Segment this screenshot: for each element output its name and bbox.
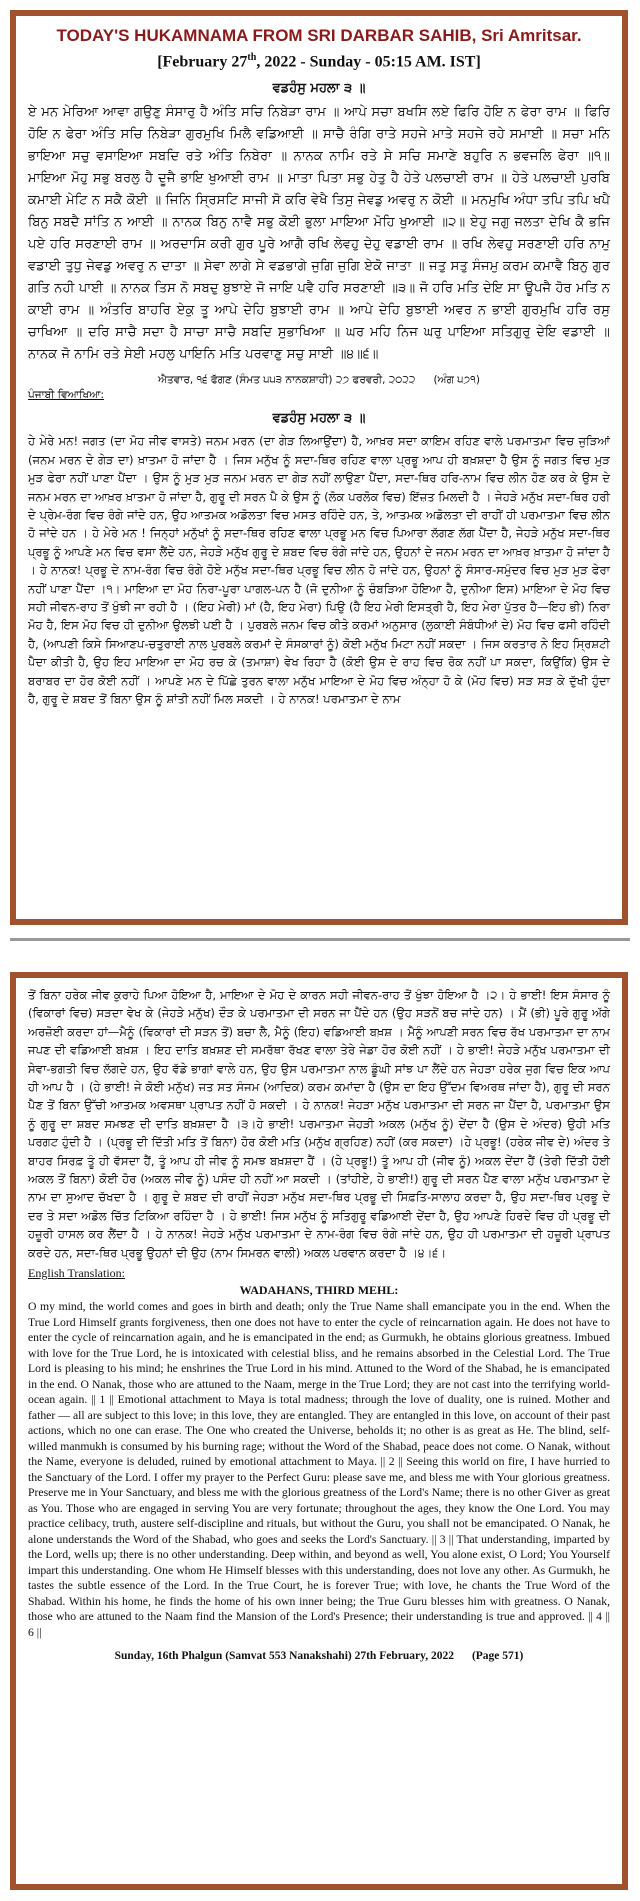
panel-separator xyxy=(10,938,630,941)
punjabi-date-line xyxy=(28,374,610,387)
footer-date: Sunday, 16th Phalgun (Samvat 553 Nanakshahi) 27th February, 2022 xyxy=(114,1650,454,1663)
shabad-text: ਏ ਮਨ ਮੇਰਿਆ ਆਵਾ ਗਉਣੁ ਸੰਸਾਰੁ ਹੈ ਅੰਤਿ ਸਚਿ ਨਿਬੇੜਾ ਰਾਮ ॥ ਆਪੇ ਸਚਾ ਬਖਸਿ ਲਏ ਫਿਰਿ ਹੋਇ ਨ ਫੇਰਾ ਰਾਮ ॥ ਫਿਰਿ ਹੋਇ ਨ ਫੇਰਾ ਅੰਤਿ ਸਚਿ ਨਿਬੇੜਾ ਗੁਰਮੁਖਿ ਮਿਲੈ ਵਡਿਆਈ ॥ ਸਾਚੈ ਰੰਗਿ ਰਾਤੇ ਸਹਜੇ ਮਾਤੇ ਸਹਜੇ ਰਹੇ ਸਮਾਈ ॥ ਸਚਾ ਮਨਿ ਭਾਇਆ ਸਚੁ ਵਸਾਇਆ ਸਬਦਿ ਰਤੇ ਅੰਤਿ ਨਿਬੇਰਾ ॥ ਨਾਨਕ ਨਾਮਿ ਰਤੇ ਸੇ ਸਚਿ ਸਮਾਣੇ ਬਹੁਰਿ ਨ ਭਵਜਲਿ ਫੇਰਾ ॥੧॥ ਮਾਇਆ ਮੋਹੁ ਸਭੁ ਬਰਲੁ ਹੈ ਦੂਜੈ ਭਾਇ ਖੁਆਈ ਰਾਮ ॥ ਮਾਤਾ ਪਿਤਾ ਸਭੁ ਹੇਤੁ ਹੈ ਹੇਤੇ ਪਲਚਾਈ ਰਾਮ ॥ ਹੇਤੇ ਪਲਚਾਈ ਪੁਰਬਿ ਕਮਾਈ ਮੇਟਿ ਨ ਸਕੈ ਕੋਈ ॥ ਜਿਨਿ ਸ੍ਰਿਸਟਿ ਸਾਜੀ ਸੋ ਕਰਿ ਵੇਖੈ ਤਿਸੁ ਜੇਵਡੁ ਅਵਰੁ ਨ ਕੋਈ ॥ ਮਨਮੁਖਿ ਅੰਧਾ ਤਪਿ ਤਪਿ ਖਪੈ ਬਿਨੁ ਸਬਦੈ ਸਾਂਤਿ ਨ ਆਈ ॥ ਨਾਨਕ ਬਿਨੁ ਨਾਵੈ ਸਭੁ ਕੋਈ ਭੁਲਾ ਮਾਇਆ ਮੋਹਿ ਖੁਆਈ ॥੨॥ ਏਹੁ ਜਗੁ ਜਲਤਾ ਦੇਖਿ ਕੈ ਭਜਿ ਪਏ ਹਰਿ ਸਰਣਾਈ ਰਾਮ ॥ ਅਰਦਾਸਿ ਕਰੀ ਗੁਰ ਪੂਰੇ ਆਗੈ ਰਖਿ ਲੇਵਹੁ ਦੇਹੁ ਵਡਾਈ ਰਾਮ ॥ ਰਖਿ ਲੇਵਹੁ ਸਰਣਾਈ ਹਰਿ ਨਾਮੁ ਵਡਾਈ ਤੁਧੁ ਜੇਵਡੁ ਅਵਰੁ ਨ ਦਾਤਾ ॥ ਸੇਵਾ ਲਾਗੇ ਸੇ ਵਡਭਾਗੇ ਜੁਗਿ ਜੁਗਿ ਏਕੋ ਜਾਤਾ ॥ ਜਤੁ ਸਤੁ ਸੰਜਮੁ ਕਰਮ ਕਮਾਵੈ ਬਿਨੁ ਗੁਰ ਗਤਿ ਨਹੀ ਪਾਈ ॥ ਨਾਨਕ ਤਿਸ ਨੋ ਸਬਦੁ ਬੁਝਾਏ ਜੋ ਜਾਇ ਪਵੈ ਹਰਿ ਸਰਣਾਈ ॥੩॥ ਜੋ ਹਰਿ ਮਤਿ ਦੇਇ ਸਾ ਊਪਜੈ ਹੋਰ ਮਤਿ ਨ ਕਾਈ ਰਾਮ ॥ ਅੰਤਰਿ ਬਾਹਰਿ ਏਕੁ ਤੂ ਆਪੇ ਦੇਹਿ ਬੁਝਾਈ ਰਾਮ ॥ ਆਪੇ ਦੇਹਿ ਬੁਝਾਈ ਅਵਰ ਨ ਭਾਈ ਗੁਰਮੁਖਿ ਹਰਿ ਰਸੁ ਚਾਖਿਆ ॥ ਦਰਿ ਸਾਚੈ ਸਦਾ ਹੈ ਸਾਚਾ ਸਾਚੈ ਸਬਦਿ ਸੁਭਾਖਿਆ ॥ ਘਰ ਮਹਿ ਨਿਜ ਘਰੁ ਪਾਇਆ ਸਤਿਗੁਰੁ ਦੇਇ ਵਡਾਈ ॥ ਨਾਨਕ ਜੋ ਨਾਮਿ ਰਤੇ ਸੇਈ ਮਹਲੁ ਪਾਇਨਿ ਮਤਿ ਪਰਵਾਣੁ ਸਚੁ ਸਾਈ ॥੪॥੬॥ xyxy=(28,105,610,363)
shabad-heading: ਵਡਹੰਸੁ ਮਹਲਾ ੩ ॥ xyxy=(272,81,366,97)
date-suffix-sup: th xyxy=(247,52,257,63)
punjabi-page-ref: (ਅੰਗ ੫੭੧) xyxy=(433,374,480,387)
punjabi-section-label: ਪੰਜਾਬੀ ਵਿਆਖਿਆ: xyxy=(28,389,105,402)
english-translation: O my mind, the world comes and goes in birth and death; only the True Name shall emancipate you in the end. When the True Lord Himself grants forgiveness, then one does not have to enter the cycle of reincarnation again. He does not have to enter the cycle of reincarnation again, and he is emancipated in the end; as Gurmukh, he obtains glorious greatness. Imbued with love for the True Lord, he is intoxicated with celestial bliss, and he remains absorbed in the Celestial Lord. The True Lord is pleasing to his mind; he enshrines the True Lord in his mind. Attuned to the Word of the Shabad, he is emancipated in the end. O Nanak, those who are attuned to the Naam, merge in the True Lord; they are not cast into the terrifying world-ocean again. || 1 || Emotional attachment to Maya is total madness; through the love of duality, one is ruined. Mother and father — all are subject to this love; in this love, they are entangled. They are entangled in this love, on account of their past actions, which no one can erase. The One who created the Universe, beholds it; no other is as great as He. The blind, self-willed manmukh is consumed by his burning rage; without the Word of the Shabad, peace does not come. O Nanak, without the Name, everyone is deluded, ruined by emotional attachment to Maya. || 2 || Seeing this world on fire, I have hurried to the Sanctuary of the Lord. I offer my prayer to the Perfect Guru: please save me, and bless me with Your glorious greatness. Preserve me in Your Sanctuary, and bless me with the glorious greatness of the Lord's Name; there is no other Giver as great as You. Those who are engaged in serving You are very fortunate; throughout the ages, they know the One Lord. You may practice celibacy, truth, austere self-discipline and rituals, but without the Guru, you shall not be emancipated. O Nanak, he alone understands the Word of the Shabad, who goes and seeks the Lord's Sanctuary. || 3 || That understanding, imparted by the Lord, wells up; there is no other understanding. Deep within, and beyond as well, You alone exist, O Lord; You Yourself impart this understanding. One whom He Himself blesses with this understanding, does not love any other. As Gurmukh, he tastes the subtle essence of the Lord. In the True Court, he is forever True; with love, he chants the True Word of the Shabad. Within his home, he finds the home of his own inner being; the True Guru blesses him with greatness. O Nanak, those who are attuned to the Naam find the Mansion of the Lord's Presence; their understanding is true and approved. || 4 || 6 || xyxy=(28,1300,610,1639)
page-title: TODAY'S HUKAMNAMA FROM SRI DARBAR SAHIB, Sri Amritsar. xyxy=(56,26,582,45)
punjabi-explanation-part1: ਹੇ ਮੇਰੇ ਮਨ! ਜਗਤ (ਦਾ ਮੋਹ ਜੀਵ ਵਾਸਤੇ) ਜਨਮ ਮਰਨ (ਦਾ ਗੇੜ ਲਿਆਉਂਦਾ) ਹੈ, ਆਖ਼ਰ ਸਦਾ ਕਾਇਮ ਰਹਿਣ ਵਾਲੇ ਪਰਮਾਤਮਾ ਵਿਚ ਜੁੜਿਆਂ (ਜਨਮ ਮਰਨ ਦੇ ਗੇੜ ਦਾ) ਖ਼ਾਤਮਾ ਹੋ ਜਾਂਦਾ ਹੈ । ਜਿਸ ਮਨੁੱਖ ਨੂੰ ਸਦਾ-ਥਿਰ ਰਹਿਣ ਵਾਲਾ ਪ੍ਰਭੂ ਆਪ ਹੀ ਬਖ਼ਸ਼ਦਾ ਹੈ ਉਸ ਨੂੰ ਜਗਤ ਵਿਚ ਮੁੜ ਮੁੜ ਫੇਰਾ ਨਹੀਂ ਪਾਣਾ ਪੈਂਦਾ । ਉਸ ਨੂੰ ਮੁੜ ਮੁੜ ਜਨਮ ਮਰਨ ਦਾ ਗੇੜ ਨਹੀਂ ਲਾਉਣਾ ਪੈਂਦਾ, ਸਦਾ-ਥਿਰ ਹਰਿ-ਨਾਮ ਵਿਚ ਲੀਨ ਹੋਣ ਕਰ ਕੇ ਉਸ ਦੇ ਜਨਮ ਮਰਨ ਦਾ ਆਖ਼ਰ ਖ਼ਾਤਮਾ ਹੋ ਜਾਂਦਾ ਹੈ, ਗੁਰੂ ਦੀ ਸਰਨ ਪੈ ਕੇ ਉਸ ਨੂੰ (ਲੋਕ ਪਰਲੋਕ ਵਿਚ) ਇੱਜ਼ਤ ਮਿਲਦੀ ਹੈ । ਜੇਹੜੇ ਮਨੁੱਖ ਸਦਾ-ਥਿਰ ਹਰੀ ਦੇ ਪ੍ਰੇਮ-ਰੰਗ ਵਿਚ ਰੰਗੇ ਜਾਂਦੇ ਹਨ, ਉਹ ਆਤਮਕ ਅਡੋਲਤਾ ਵਿਚ ਮਸਤ ਰਹਿੰਦੇ ਹਨ, ਤੇ, ਆਤਮਕ ਅਡੋਲਤਾ ਦੀ ਰਾਹੀਂ ਹੀ ਪਰਮਾਤਮਾ ਵਿਚ ਲੀਨ ਹੋ ਜਾਂਦੇ ਹਨ । ਹੇ ਮੇਰੇ ਮਨ ! ਜਿਨ੍ਹਾਂ ਮਨੁੱਖਾਂ ਨੂੰ ਸਦਾ-ਥਿਰ ਰਹਿਣ ਵਾਲਾ ਪ੍ਰਭੂ ਮਨ ਵਿਚ ਪਿਆਰਾ ਲੱਗਣ ਲੱਗ ਪੈਂਦਾ ਹੈ, ਜੇਹੜੇ ਮਨੁੱਖ ਸਦਾ-ਥਿਰ ਪ੍ਰਭੂ ਨੂੰ ਆਪਣੇ ਮਨ ਵਿਚ ਵਸਾ ਲੈਂਦੇ ਹਨ, ਜੇਹੜੇ ਮਨੁੱਖ ਗੁਰੂ ਦੇ ਸ਼ਬਦ ਵਿਚ ਰੰਗੇ ਜਾਂਦੇ ਹਨ, ਉਹਨਾਂ ਦੇ ਜਨਮ ਮਰਨ ਦਾ ਆਖ਼ਰ ਖ਼ਾਤਮਾ ਹੋ ਜਾਂਦਾ ਹੈ । ਹੇ ਨਾਨਕ! ਪ੍ਰਭੂ ਦੇ ਨਾਮ-ਰੰਗ ਵਿਚ ਰੰਗੇ ਹੋਏ ਮਨੁੱਖ ਸਦਾ-ਥਿਰ ਪ੍ਰਭੂ ਵਿਚ ਲੀਨ ਹੋ ਜਾਂਦੇ ਹਨ, ਉਹਨਾਂ ਨੂੰ ਸੰਸਾਰ-ਸਮੁੰਦਰ ਵਿਚ ਮੁੜ ਮੁੜ ਫੇਰਾ ਨਹੀਂ ਪਾਣਾ ਪੈਂਦਾ ।੧। ਮਾਇਆ ਦਾ ਮੋਹ ਨਿਰਾ-ਪੂਰਾ ਪਾਗਲ-ਪਨ ਹੈ (ਜੋ ਦੁਨੀਆ ਨੂੰ ਚੰਬੜਿਆ ਹੋਇਆ ਹੈ, ਦੁਨੀਆ ਇਸ) ਮਾਇਆ ਦੇ ਮੋਹ ਵਿਚ ਸਹੀ ਜੀਵਨ-ਰਾਹ ਤੋਂ ਖੁੰਝੀ ਜਾ ਰਹੀ ਹੈ । (ਇਹ ਮੇਰੀ) ਮਾਂ (ਹੈ, ਇਹ ਮੇਰਾ) ਪਿਉ (ਹੈ ਇਹ ਮੇਰੀ ਇਸਤ੍ਰੀ ਹੈ, ਇਹ ਮੇਰਾ ਪੁੱਤਰ ਹੈ—ਇਹ ਭੀ) ਨਿਰਾ ਮੋਹ ਹੈ, ਇਸ ਮੋਹ ਵਿਚ ਹੀ ਦੁਨੀਆ ਉਲਝੀ ਪਈ ਹੈ । ਪੁਰਬਲੇ ਜਨਮ ਵਿਚ ਕੀਤੇ ਕਰਮਾਂ ਅਨੁਸਾਰ (ਲੁਕਾਈ ਸੰਬੰਧੀਆਂ ਦੇ) ਮੋਹ ਵਿਚ ਫਸੀ ਰਹਿੰਦੀ ਹੈ, (ਆਪਣੀ ਕਿਸੇ ਸਿਆਣਪ-ਚਤੁਰਾਈ ਨਾਲ ਪੁਰਬਲੇ ਕਰਮਾਂ ਦੇ ਸੰਸਕਾਰਾਂ ਨੂੰ) ਕੋਈ ਮਨੁੱਖ ਮਿਟਾ ਨਹੀਂ ਸਕਦਾ । ਜਿਸ ਕਰਤਾਰ ਨੇ ਇਹ ਸ੍ਰਿਸ਼ਟੀ ਪੈਦਾ ਕੀਤੀ ਹੈ, ਉਹ ਇਹ ਮਾਇਆ ਦਾ ਮੋਹ ਰਚ ਕੇ (ਤਮਾਸ਼ਾ) ਵੇਖ ਰਿਹਾ ਹੈ (ਕੋਈ ਉਸ ਦੇ ਰਾਹ ਵਿਚ ਰੋਕ ਨਹੀਂ ਪਾ ਸਕਦਾ, ਕਿਉਂਕਿ) ਉਸ ਦੇ ਬਰਾਬਰ ਦਾ ਹੋਰ ਕੋਈ ਨਹੀਂ । ਆਪਣੇ ਮਨ ਦੇ ਪਿੱਛੇ ਤੁਰਨ ਵਾਲਾ ਮਨੁੱਖ ਮਾਇਆ ਦੇ ਮੋਹ ਵਿਚ ਅੰਨ੍ਹਾ ਹੋ ਕੇ (ਮੋਹ ਵਿਚ) ਸੜ ਸੜ ਕੇ ਦੁੱਖੀ ਹੁੰਦਾ ਹੈ, ਗੁਰੂ ਦੇ ਸ਼ਬਦ ਤੋਂ ਬਿਨਾ ਉਸ ਨੂੰ ਸ਼ਾਂਤੀ ਨਹੀਂ ਮਿਲ ਸਕਦੀ । ਹੇ ਨਾਨਕ! ਪਰਮਾਤਮਾ ਦੇ ਨਾਮ xyxy=(28,434,610,707)
english-section-label: English Translation: xyxy=(28,1266,126,1281)
date-header xyxy=(28,48,610,72)
date-prefix: [February 27 xyxy=(157,53,248,71)
footer-page-ref: (Page 571) xyxy=(471,1650,524,1663)
punjabi-date: ਐਤਵਾਰ, ੧੬ ਫੱਗਣ (ਸੰਮਤ ੫੫੩ ਨਾਨਕਸ਼ਾਹੀ) ੨੭ ਫਰਵਰੀ, ੨੦੨੨ xyxy=(158,374,416,387)
hukamnama-panel-bottom xyxy=(10,972,628,1890)
english-heading: WADAHANS, THIRD MEHL: xyxy=(239,1283,399,1298)
date-suffix: , 2022 - Sunday - 05:15 AM. IST] xyxy=(256,53,481,71)
punjabi-heading: ਵਡਹੰਸੁ ਮਹਲਾ ੩ ॥ xyxy=(272,411,366,427)
punjabi-explanation-part2: ਤੋਂ ਬਿਨਾ ਹਰੇਕ ਜੀਵ ਕੁਰਾਹੇ ਪਿਆ ਹੋਇਆ ਹੈ, ਮਾਇਆ ਦੇ ਮੋਹ ਦੇ ਕਾਰਨ ਸਹੀ ਜੀਵਨ-ਰਾਹ ਤੋਂ ਖੁੰਝਾ ਹੋਇਆ ਹੈ ।੨। ਹੇ ਭਾਈ! ਇਸ ਸੰਸਾਰ ਨੂੰ (ਵਿਕਾਰਾਂ ਵਿਚ) ਸੜਦਾ ਵੇਖ ਕੇ (ਜੇਹੜੇ ਮਨੁੱਖ) ਦੌੜ ਕੇ ਪਰਮਾਤਮਾ ਦੀ ਸਰਨ ਜਾ ਪੈਂਦੇ ਹਨ (ਉਹ ਸੜਨੋਂ ਬਚ ਜਾਂਦੇ ਹਨ) । ਮੈਂ (ਭੀ) ਪੂਰੇ ਗੁਰੂ ਅੱਗੇ ਅਰਜ਼ੋਈ ਕਰਦਾ ਹਾਂ—ਮੈਨੂੰ (ਵਿਕਾਰਾਂ ਦੀ ਸੜਨ ਤੋਂ) ਬਚਾ ਲੈ, ਮੈਨੂੰ (ਇਹ) ਵਡਿਆਈ ਬਖ਼ਸ਼ । ਮੈਨੂੰ ਆਪਣੀ ਸਰਨ ਵਿਚ ਰੱਖ ਪਰਮਾਤਮਾ ਦਾ ਨਾਮ ਜਪਣ ਦੀ ਵਡਿਆਈ ਬਖ਼ਸ਼ । ਇਹ ਦਾਤਿ ਬਖ਼ਸ਼ਣ ਦੀ ਸਮਰੱਥਾ ਰੱਖਣ ਵਾਲਾ ਤੇਰੇ ਜੇਡਾ ਹੋਰ ਕੋਈ ਨਹੀਂ । ਹੇ ਭਾਈ! ਜੇਹੜੇ ਮਨੁੱਖ ਪਰਮਾਤਮਾ ਦੀ ਸੇਵਾ-ਭਗਤੀ ਵਿਚ ਲੱਗਦੇ ਹਨ, ਉਹ ਵੱਡੇ ਭਾਗਾਂ ਵਾਲੇ ਹਨ, ਉਹ ਉਸ ਪਰਮਾਤਮਾ ਨਾਲ ਡੂੰਘੀ ਸਾਂਝ ਪਾ ਲੈਂਦੇ ਹਨ ਜੇਹੜਾ ਹਰੇਕ ਜੁਗ ਵਿਚ ਇਕ ਆਪ ਹੀ ਆਪ ਹੈ । (ਹੇ ਭਾਈ! ਜੇ ਕੋਈ ਮਨੁੱਖ) ਜਤ ਸਤ ਸੰਜਮ (ਆਦਿਕ) ਕਰਮ ਕਮਾਂਦਾ ਹੈ (ਉਸ ਦਾ ਇਹ ਉੱਦਮ ਵਿਅਰਥ ਜਾਂਦਾ ਹੈ), ਗੁਰੂ ਦੀ ਸਰਨ ਪੈਣ ਤੋਂ ਬਿਨਾ ਉੱਚੀ ਆਤਮਕ ਅਵਸਥਾ ਪ੍ਰਾਪਤ ਨਹੀਂ ਹੋ ਸਕਦੀ । ਹੇ ਨਾਨਕ! ਜੇਹੜਾ ਮਨੁੱਖ ਪਰਮਾਤਮਾ ਦੀ ਸਰਨ ਜਾ ਪੈਂਦਾ ਹੈ, ਪਰਮਾਤਮਾ ਉਸ ਨੂੰ ਗੁਰੂ ਦਾ ਸ਼ਬਦ ਸਮਝਣ ਦੀ ਦਾਤਿ ਬਖ਼ਸ਼ਦਾ ਹੈ ।੩।ਹੇ ਭਾਈ! ਪਰਮਾਤਮਾ ਜੇਹੜੀ ਅਕਲ (ਮਨੁੱਖ ਨੂੰ) ਦੇਂਦਾ ਹੈ (ਉਸ ਦੇ ਅੰਦਰ) ਉਹੀ ਮਤਿ ਪਰਗਟ ਹੁੰਦੀ ਹੈ । (ਪ੍ਰਭੂ ਦੀ ਦਿੱਤੀ ਮਤਿ ਤੋਂ ਬਿਨਾ) ਹੋਰ ਕੋਈ ਮਤਿ (ਮਨੁੱਖ ਗ੍ਰਹਿਣ) ਨਹੀਂ (ਕਰ ਸਕਦਾ) ।ਹੇ ਪ੍ਰਭੂ! (ਹਰੇਕ ਜੀਵ ਦੇ) ਅੰਦਰ ਤੇ ਬਾਹਰ ਸਿਰਫ਼ ਤੂੰ ਹੀ ਵੱਸਦਾ ਹੈਂ, ਤੂੰ ਆਪ ਹੀ ਜੀਵ ਨੂੰ ਸਮਝ ਬਖ਼ਸ਼ਦਾ ਹੈਂ । (ਹੇ ਪ੍ਰਭੂ!) ਤੂੰ ਆਪ ਹੀ (ਜੀਵ ਨੂੰ) ਅਕਲ ਦੇਂਦਾ ਹੈਂ (ਤੇਰੀ ਦਿੱਤੀ ਹੋਈ ਅਕਲ ਤੋਂ ਬਿਨਾ) ਕੋਈ ਹੋਰ (ਅਕਲ ਜੀਵ ਨੂੰ) ਪਸੰਦ ਹੀ ਨਹੀਂ ਆ ਸਕਦੀ । (ਤਾਂਹੀਏ, ਹੇ ਭਾਈ!) ਗੁਰੂ ਦੀ ਸਰਨ ਪੈਣ ਵਾਲਾ ਮਨੁੱਖ ਪਰਮਾਤਮਾ ਦੇ ਨਾਮ ਦਾ ਸੁਆਦ ਚੱਖਦਾ ਹੈ । ਗੁਰੂ ਦੇ ਸ਼ਬਦ ਦੀ ਰਾਹੀਂ ਜੇਹੜਾ ਮਨੁੱਖ ਸਦਾ-ਥਿਰ ਪ੍ਰਭੂ ਦੀ ਸਿਫ਼ਤਿ-ਸਾਲਾਹ ਕਰਦਾ ਹੈ, ਉਹ ਸਦਾ-ਥਿਰ ਪ੍ਰਭੂ ਦੇ ਦਰ ਤੇ ਸਦਾ ਅਡੋਲ ਚਿੱਤ ਟਿਕਿਆ ਰਹਿੰਦਾ ਹੈ । ਹੇ ਭਾਈ! ਜਿਸ ਮਨੁੱਖ ਨੂੰ ਸਤਿਗੁਰੂ ਵਡਿਆਈ ਦੇਂਦਾ ਹੈ, ਉਹ ਆਪਣੇ ਹਿਰਦੇ ਵਿਚ ਹੀ ਪ੍ਰਭੂ ਦੀ ਹਜ਼ੂਰੀ ਹਾਸਲ ਕਰ ਲੈਂਦਾ ਹੈ । ਹੇ ਨਾਨਕ! ਜੇਹੜੇ ਮਨੁੱਖ ਪਰਮਾਤਮਾ ਦੇ ਨਾਮ-ਰੰਗ ਵਿਚ ਰੰਗੇ ਜਾਂਦੇ ਹਨ, ਉਹ ਹੀ ਪਰਮਾਤਮਾ ਦੀ ਹਜ਼ੂਰੀ ਪ੍ਰਾਪਤ ਕਰਦੇ ਹਨ, ਸਦਾ-ਥਿਰ ਪ੍ਰਭੂ ਉਹਨਾਂ ਦੀ ਉਹ (ਨਾਮ ਸਿਮਰਨ ਵਾਲੀ) ਅਕਲ ਪਰਵਾਨ ਕਰਦਾ ਹੈ ।੪।੬। xyxy=(28,988,611,1260)
footer-date-line xyxy=(28,1650,610,1662)
hukamnama-panel-top xyxy=(10,10,628,925)
